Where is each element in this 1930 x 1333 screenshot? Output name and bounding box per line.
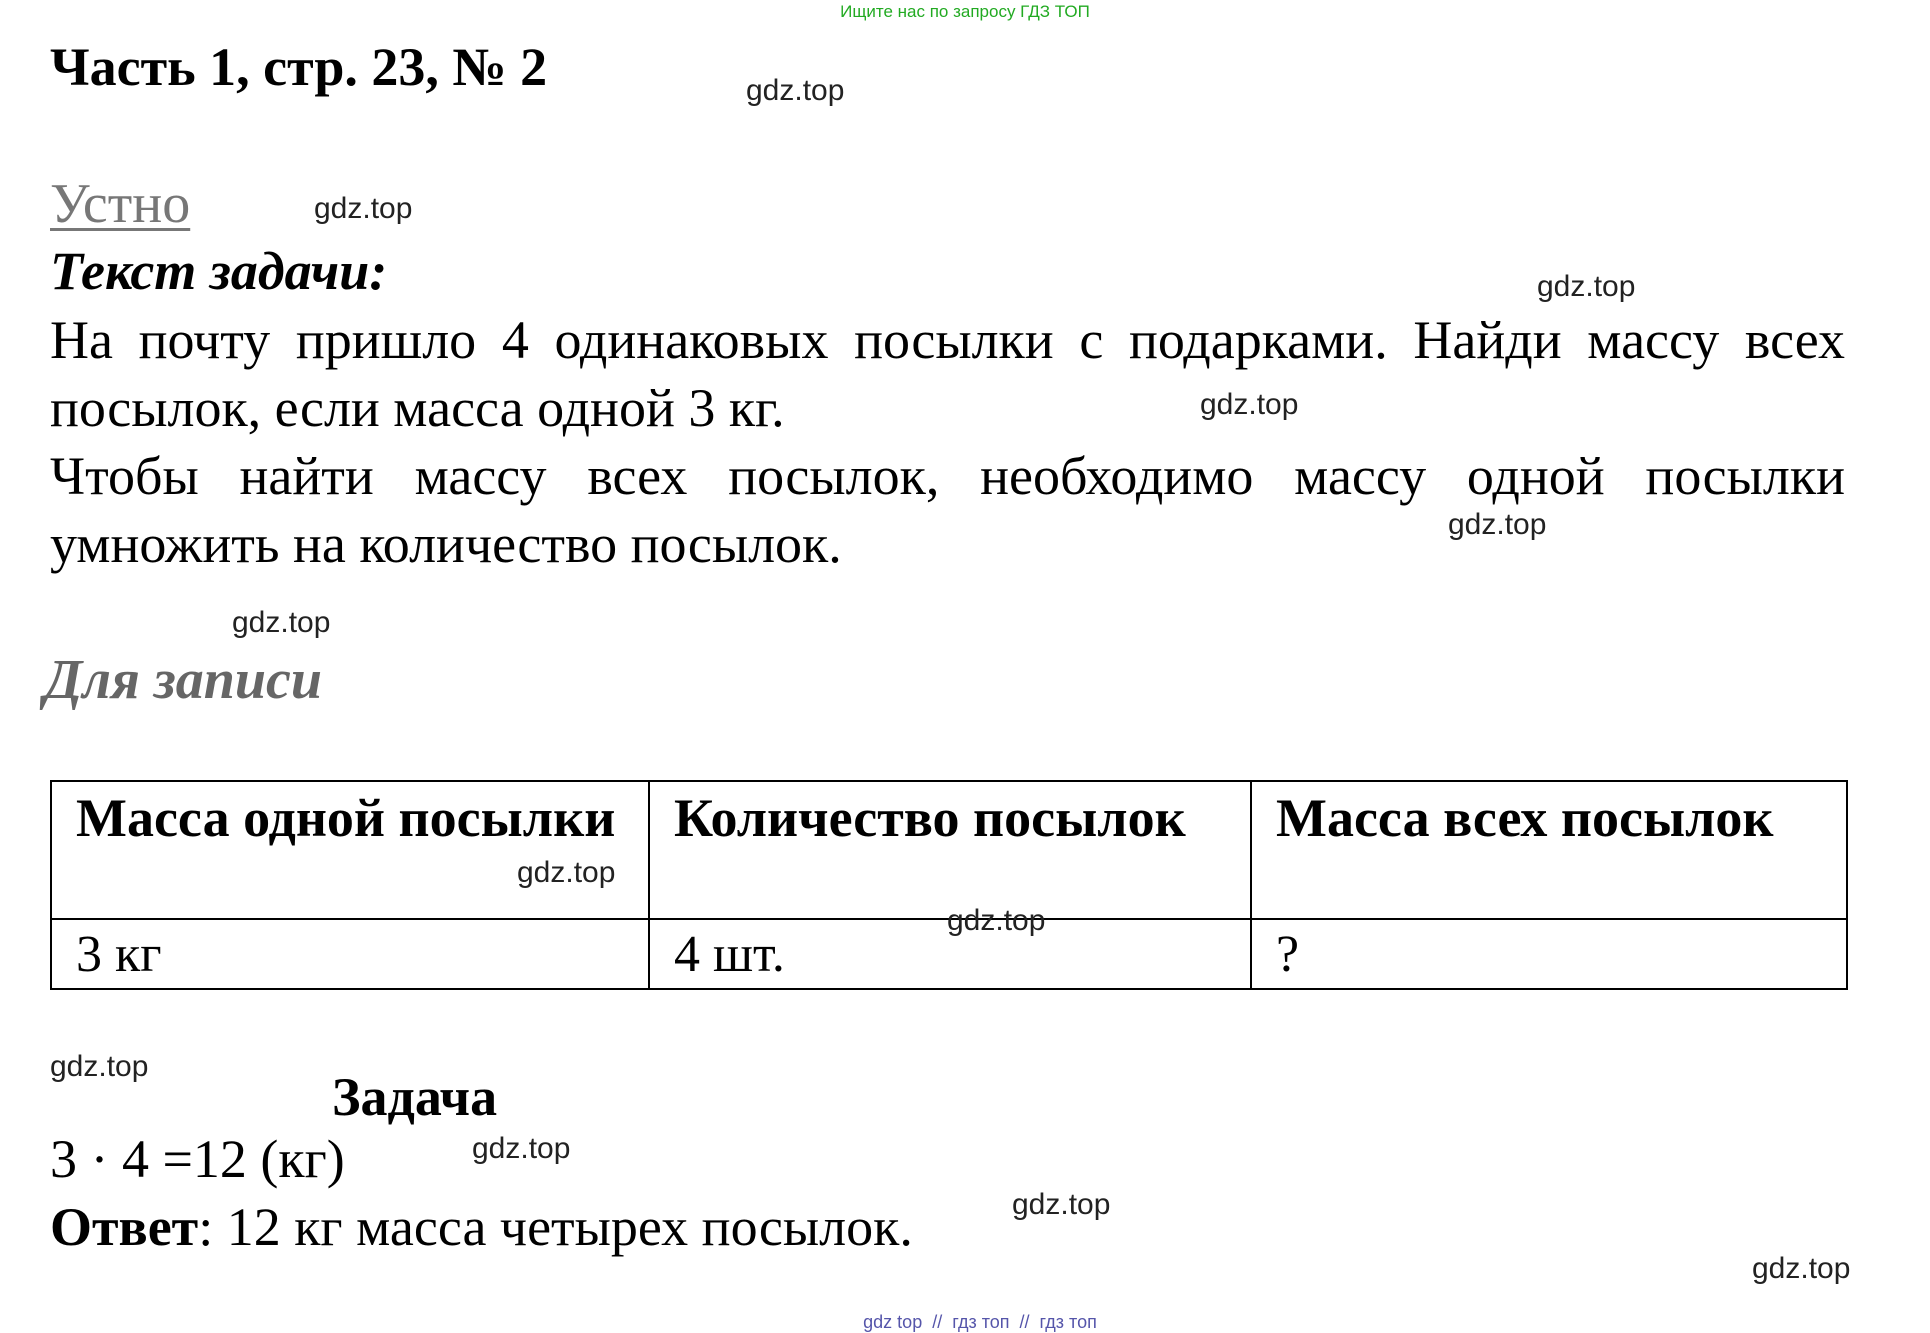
watermark: gdz.top (50, 1050, 149, 1083)
watermark: gdz.top (1752, 1252, 1851, 1285)
solution-equation: 3 · 4 =12 (кг) (50, 1129, 345, 1189)
task-heading: Текст задачи: (50, 241, 388, 301)
solution-heading: Задача (332, 1067, 498, 1127)
header-mass-all: Масса всех посылок (1251, 781, 1847, 919)
table-header-row (51, 781, 1847, 919)
watermark: gdz.top (1012, 1188, 1111, 1221)
cell-count: 4 шт. (649, 919, 1251, 989)
watermark: gdz.top (1200, 388, 1299, 421)
data-table (50, 780, 1848, 990)
cell-mass-all: ? (1251, 919, 1847, 989)
watermark: gdz.top (517, 856, 616, 889)
task-text: На почту пришло 4 одинаковых посылки с подарками. Найди массу всех посылок, если масса одной 3 кг. (50, 310, 1845, 438)
header-count: Количество посылок (649, 781, 1251, 919)
watermark: gdz.top (472, 1132, 571, 1165)
footer-links: gdz top // гдз топ // гдз топ (863, 1312, 1097, 1332)
task-explanation: Чтобы найти массу всех посылок, необходимо массу одной посылки умножить на количество посылок. (50, 446, 1845, 574)
cell-mass-one: 3 кг (51, 919, 649, 989)
watermark: gdz.top (947, 904, 1046, 937)
page-title: Часть 1, стр. 23, № 2 (50, 37, 548, 97)
top-banner: Ищите нас по запросу ГДЗ ТОП (840, 2, 1090, 21)
answer-label: Ответ (50, 1197, 199, 1257)
answer-text: : 12 кг масса четырех посылок. (198, 1197, 913, 1257)
watermark: gdz.top (314, 192, 413, 225)
watermark: gdz.top (1448, 508, 1547, 541)
watermark: gdz.top (232, 606, 331, 639)
header-mass-one: Масса одной посылки (51, 781, 649, 919)
record-heading: Для записи (44, 649, 322, 711)
answer-line (50, 1196, 913, 1258)
watermark: gdz.top (1537, 270, 1636, 303)
oral-label: Устно (50, 173, 191, 235)
watermark: gdz.top (746, 74, 845, 107)
